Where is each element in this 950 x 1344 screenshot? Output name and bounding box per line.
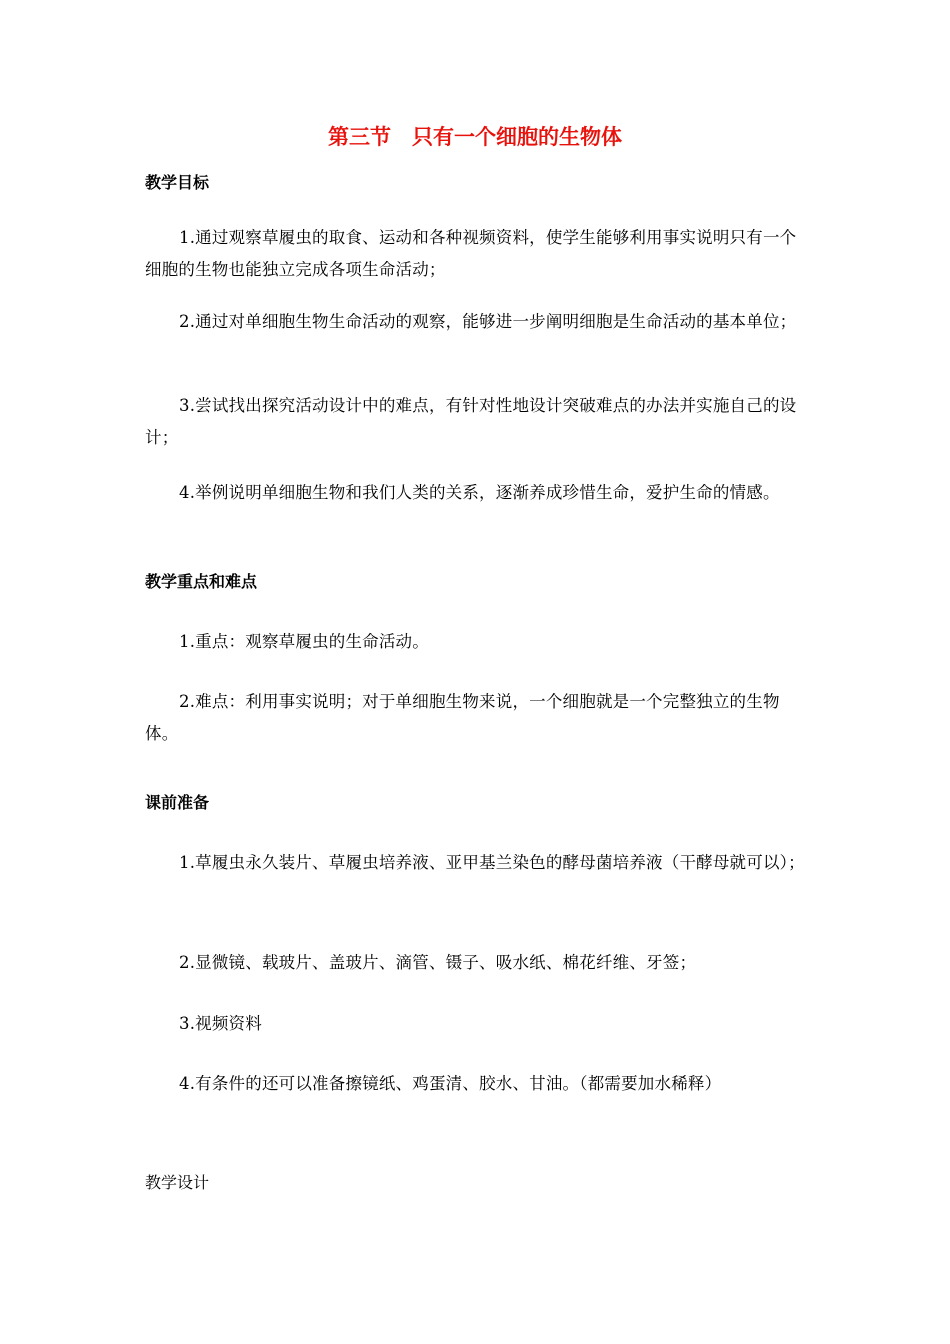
preparation-item-2: 2.显微镜、载玻片、盖玻片、滴管、镊子、吸水纸、棉花纤维、牙签； bbox=[179, 953, 697, 972]
heading-objectives: 教学目标 bbox=[145, 173, 210, 192]
heading-design: 教学设计 bbox=[145, 1173, 210, 1192]
key-point-item-2: 2.难点：利用事实说明；对于单细胞生物来说，一个细胞就是一个完整独立的生物体。 bbox=[145, 692, 780, 743]
preparation-item-3: 3.视频资料 bbox=[179, 1014, 262, 1033]
heading-key-points: 教学重点和难点 bbox=[145, 572, 258, 591]
objective-item-2: 2.通过对单细胞生物生命活动的观察，能够进一步阐明细胞是生命活动的基本单位； bbox=[179, 312, 797, 331]
heading-preparation: 课前准备 bbox=[145, 793, 210, 812]
preparation-item-4: 4.有条件的还可以准备擦镜纸、鸡蛋清、胶水、甘油。（都需要加水稀释） bbox=[179, 1074, 722, 1093]
page-title: 第三节 只有一个细胞的生物体 bbox=[328, 125, 622, 149]
objective-item-1: 1.通过观察草履虫的取食、运动和各种视频资料，使学生能够利用事实说明只有一个细胞的生物也能独立完成各项生命活动； bbox=[145, 228, 797, 279]
preparation-item-1: 1.草履虫永久装片、草履虫培养液、亚甲基兰染色的酵母菌培养液（干酵母就可以）； bbox=[179, 853, 805, 872]
objective-item-3: 3.尝试找出探究活动设计中的难点，有针对性地设计突破难点的办法并实施自己的设计； bbox=[145, 396, 797, 447]
objective-item-4: 4.举例说明单细胞生物和我们人类的关系，逐渐养成珍惜生命，爱护生命的情感。 bbox=[179, 483, 780, 502]
key-point-item-1: 1.重点：观察草履虫的生命活动。 bbox=[179, 632, 429, 651]
